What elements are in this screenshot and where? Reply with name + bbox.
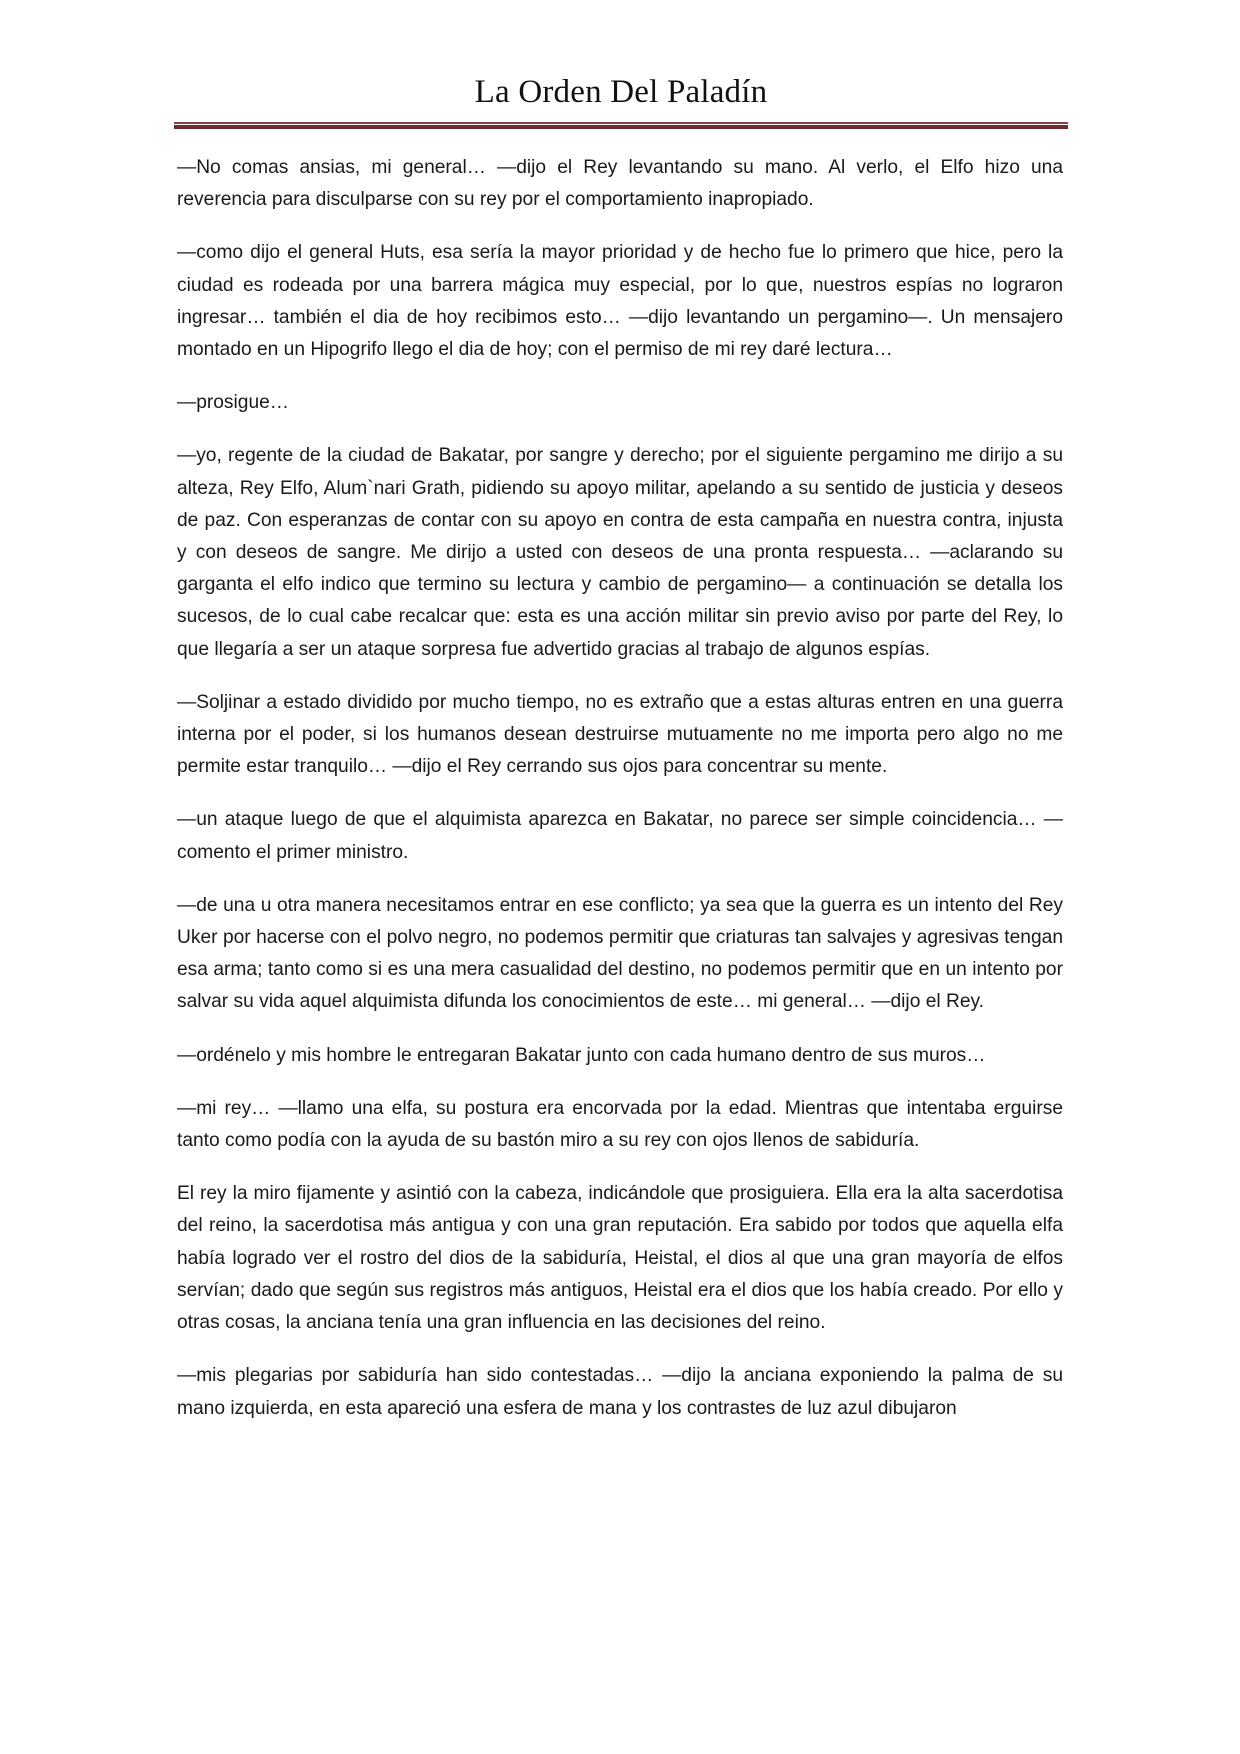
body-text xyxy=(177,152,1063,1446)
paragraph: —No comas ansias, mi general… —dijo el Rey levantando su mano. Al verlo, el Elfo hizo una reverencia para disculparse con su rey por el comportamiento inapropiado. xyxy=(177,157,1063,211)
paragraph: —de una u otra manera necesitamos entrar en ese conflicto; ya sea que la guerra es un intento del Rey Uker por hacerse con el polvo negro, no podemos permitir que criaturas tan salvajes y agresivas tengan esa arma; tanto como si es una mera casualidad del destino, no podemos permitir que en un intento por salvar su vida aquel alquimista difunda los conocimientos de este… mi general… —dijo el Rey. xyxy=(177,894,1063,1013)
paragraph: —como dijo el general Huts, esa sería la mayor prioridad y de hecho fue lo primero que hice, pero la ciudad es rodeada por una barrera mágica muy especial, por lo que, nuestros espías no lograron ingresar… también el dia de hoy recibimos esto… —dijo levantando un pergamino—. Un mensajero montado en un Hipogrifo llego el dia de hoy; con el permiso de mi rey daré lectura… xyxy=(177,242,1063,361)
paragraph: —ordénelo y mis hombre le entregaran Bakatar junto con cada humano dentro de sus muros… xyxy=(177,1044,986,1066)
header-divider xyxy=(174,122,1068,130)
header-divider-thick-line xyxy=(174,125,1068,129)
paragraph: —prosigue… xyxy=(177,392,289,414)
header-divider-thin-line xyxy=(174,122,1068,124)
paragraph: —mis plegarias por sabiduría han sido contestadas… —dijo la anciana exponiendo la palma de su mano izquierda, en esta apareció una esfera de mana y los contrastes de luz azul dibujaron xyxy=(177,1365,1063,1419)
paragraph: El rey la miro fijamente y asintió con la cabeza, indicándole que prosiguiera. Ella era la alta sacerdotisa del reino, la sacerdotisa más antigua y con una gran reputación. Era sabido por todos que aquella elfa había logrado ver el rostro del dios de la sabiduría, Heistal, el dios al que una gran mayoría de elfos servían; dado que según sus registros más antiguos, Heistal era el dios que los había creado. Por ello y otras cosas, la anciana tenía una gran influencia en las decisiones del reino. xyxy=(177,1183,1063,1334)
page-header xyxy=(174,70,1068,130)
paragraph: —Soljinar a estado dividido por mucho tiempo, no es extraño que a estas alturas entren en una guerra interna por el poder, si los humanos desean destruirse mutuamente no me importa pero algo no me permite estar tranquilo… —dijo el Rey cerrando sus ojos para concentrar su mente. xyxy=(177,691,1063,778)
paragraph: —un ataque luego de que el alquimista aparezca en Bakatar, no parece ser simple coincidencia… —comento el primer ministro. xyxy=(177,809,1063,863)
running-header-title: La Orden Del Paladín xyxy=(474,74,768,110)
paragraph: —mi rey… —llamo una elfa, su postura era encorvada por la edad. Mientras que intentaba erguirse tanto como podía con la ayuda de su bastón miro a su rey con ojos llenos de sabiduría. xyxy=(177,1097,1063,1152)
paragraph: —yo, regente de la ciudad de Bakatar, por sangre y derecho; por el siguiente pergamino me dirijo a su alteza, Rey Elfo, Alum`nari Grath, pidiendo su apoyo militar, apelando a su sentido de justicia y deseos de paz. Con esperanzas de contar con su apoyo en contra de esta campaña en nuestra contra, injusta y con deseos de sangre. Me dirijo a usted con deseos de una pronta respuesta… —aclarando su garganta el elfo indico que termino su lectura y cambio de pergamino— a continuación se detalla los sucesos, de lo cual cabe recalcar que: esta es una acción militar sin previo aviso por parte del Rey, lo que llegaría a ser un ataque sorpresa fue advertido gracias al trabajo de algunos espías. xyxy=(177,445,1063,660)
